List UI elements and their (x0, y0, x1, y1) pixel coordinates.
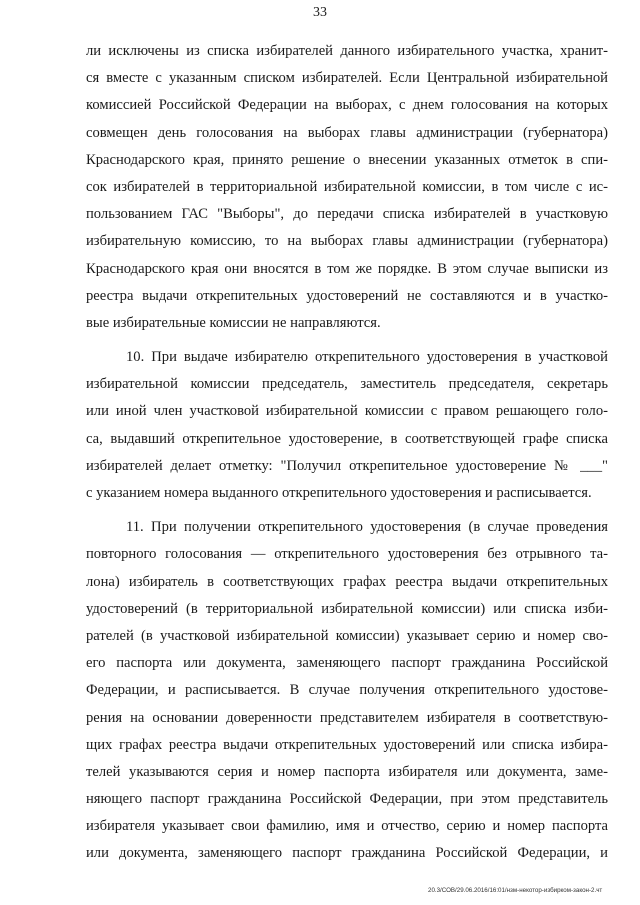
text-line: избирателей делает отметку: "Получил открепительное удостоверение № ___" (86, 457, 608, 474)
paragraph-item-11 (86, 514, 608, 867)
text-line: с указанием номера выданного открепительного удостоверения и расписывается. (86, 485, 592, 501)
text-line: лона) избиратель в соответствующих графах реестра выдачи открепительных (86, 573, 608, 590)
text-line: или документа, заменяющего паспорт гражданина Российской Федерации, и (86, 845, 608, 862)
text-line: щих графах реестра выдачи открепительных удостоверений или списка избира- (86, 736, 608, 753)
text-line: са, выдавший открепительное удостоверение, в соответствующей графе списка (86, 430, 608, 447)
paragraph-spacer (86, 337, 608, 344)
text-line: или иной член участковой избирательной комиссии с правом решающего голо- (86, 403, 608, 420)
text-line: телей указываются серия и номер паспорта избирателя или документа, заме- (86, 763, 608, 780)
text-line: ся вместе с указанным списком избирателей. Если Центральной избирательной (86, 70, 608, 87)
text-line: вые избирательные комиссии не направляются. (86, 314, 381, 331)
document-footer-code: 20.3/СОВ/29.06.2016/16:01/нзм-некотор-избирком-закон-2.чт (428, 887, 603, 894)
text-line: избирательной комиссии председатель, заместитель председателя, секретарь (86, 376, 608, 393)
text-line: Краснодарского края, принято решение о внесении указанных отметок в спи- (86, 151, 608, 168)
text-line: Краснодарского края они вносятся в том же порядке. В этом случае выписки из (86, 260, 608, 277)
paragraph-continuation (86, 38, 608, 337)
text-line: 10. При выдаче избирателю открепительного удостоверения в участковой (126, 349, 608, 366)
text-line: пользованием ГАС "Выборы", до передачи списка избирателей в участковую (86, 206, 608, 223)
text-line: ли исключены из списка избирателей данного избирательного участка, хранит- (86, 43, 608, 59)
text-line: реестра выдачи открепительных удостоверений не составляются и в участко- (86, 287, 608, 304)
text-line: сок избирателей в территориальной избирательной комиссии, в том числе с ис- (86, 178, 608, 195)
document-body (86, 38, 608, 868)
text-line: 11. При получении открепительного удостоверения (в случае проведения (126, 519, 608, 536)
text-line: няющего паспорт гражданина Российской Федерации, при этом представитель (86, 791, 608, 808)
text-line: избирательную комиссию, то на выборах главы администрации (губернатора) (86, 233, 608, 250)
text-line: его паспорта или документа, заменяющего паспорт гражданина Российской (86, 655, 608, 672)
text-line: Федерации, и расписывается. В случае получения открепительного удостове- (86, 682, 608, 699)
text-line: рения на основании доверенности представителем избирателя в соответствую- (86, 709, 608, 726)
text-line: избирателя указывает свои фамилию, имя и отчество, серию и номер паспорта (86, 818, 608, 835)
text-line: совмещен день голосования на выборах главы администрации (губернатора) (86, 124, 608, 141)
text-line: повторного голосования — открепительного удостоверения без отрывного та- (86, 546, 608, 563)
page-number: 33 (313, 5, 327, 20)
paragraph-spacer (86, 507, 608, 514)
text-line: удостоверений (в территориальной избирательной комиссии) или списка изби- (86, 600, 608, 617)
text-line: рателей (в участковой избирательной комиссии) указывает серию и номер сво- (86, 627, 608, 644)
paragraph-item-10 (86, 344, 608, 507)
text-line: комиссией Российской Федерации на выборах, с днем голосования на которых (86, 97, 608, 114)
